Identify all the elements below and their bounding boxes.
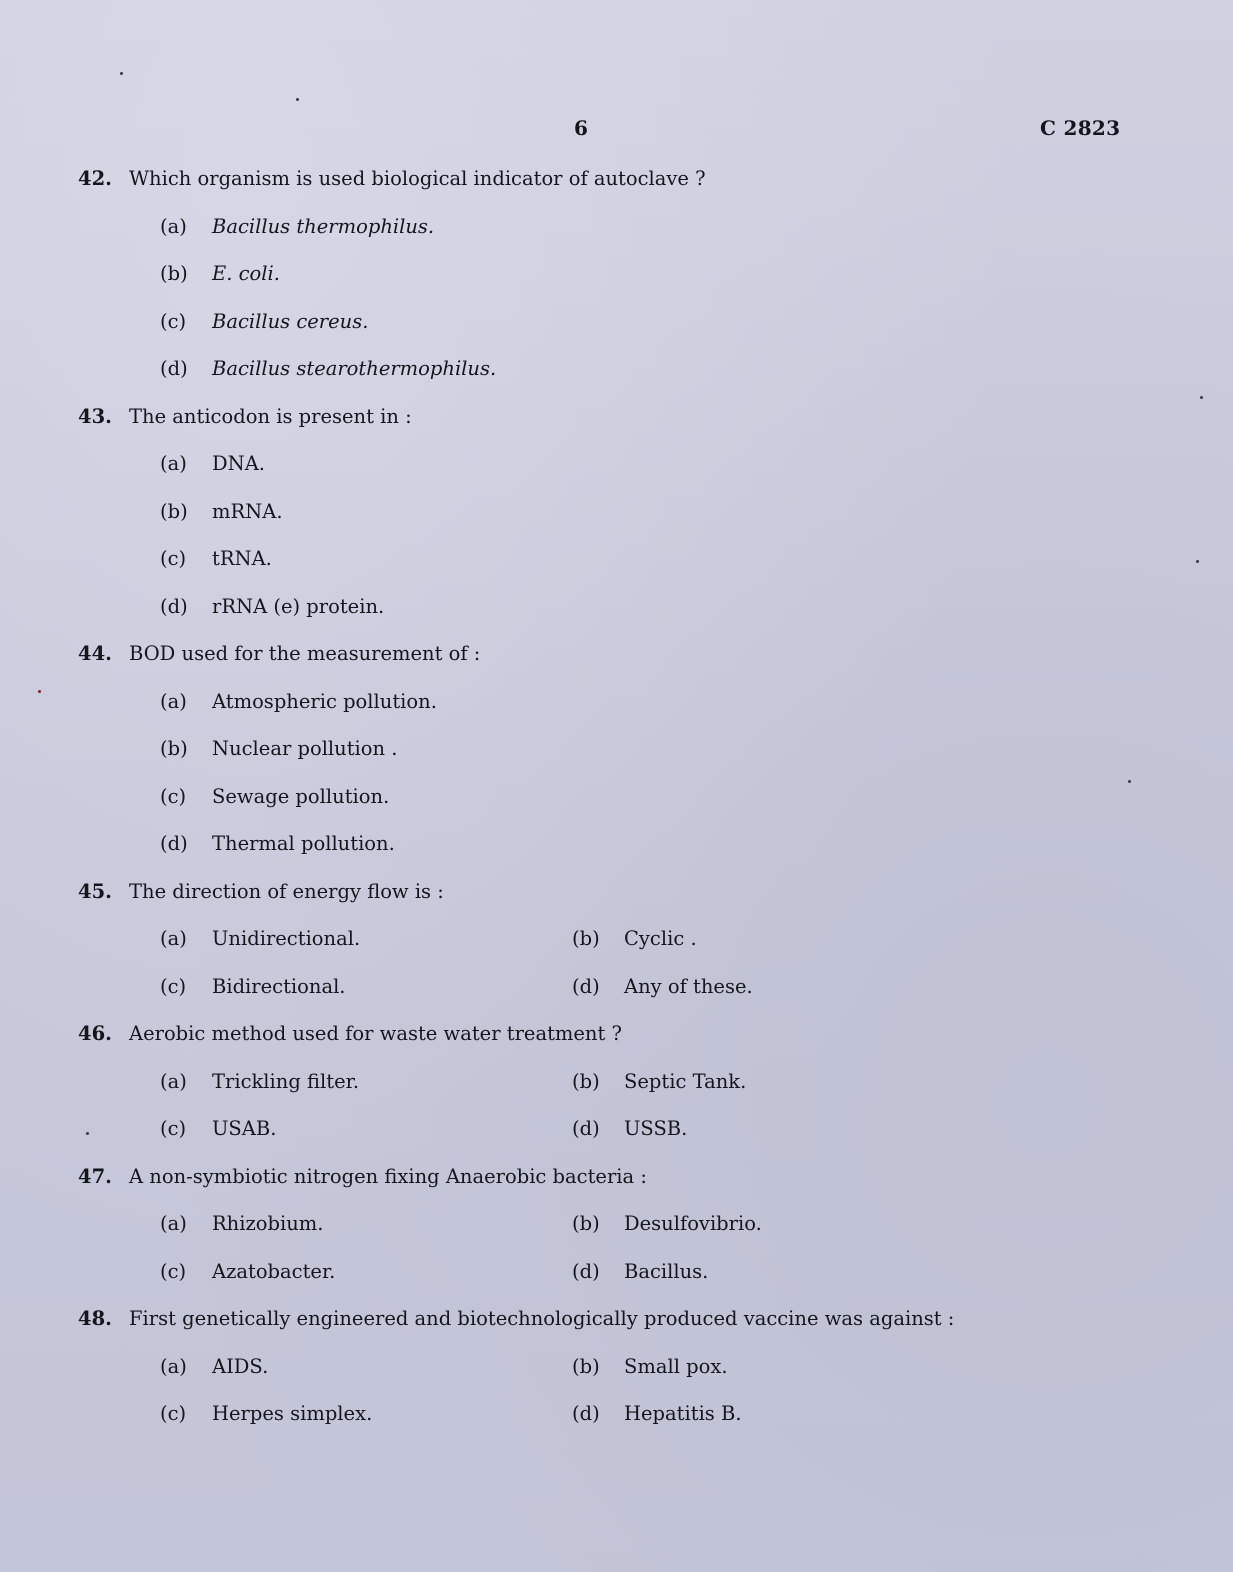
option-b [572, 1069, 984, 1117]
option-c [160, 1116, 572, 1164]
option-text: Sewage pollution. [212, 784, 390, 808]
option-b [572, 1354, 984, 1402]
question-46 [78, 1021, 1158, 1164]
scan-speck [296, 98, 299, 101]
option-label: (d) [572, 1402, 600, 1425]
option-c [160, 974, 572, 1022]
option-d [160, 594, 572, 642]
option-a [160, 214, 572, 262]
option-c [160, 1401, 572, 1449]
option-b [160, 736, 572, 784]
question-47 [78, 1164, 1158, 1307]
option-text: Unidirectional. [212, 927, 361, 950]
option-d [572, 1401, 984, 1449]
scan-speck [86, 1132, 89, 1135]
option-text: Bacillus thermophilus. [212, 214, 435, 238]
option-label: (a) [160, 927, 187, 950]
option-label: (c) [160, 309, 187, 333]
option-label: (c) [160, 784, 187, 808]
option-label: (b) [572, 927, 600, 950]
option-text: E. coli. [212, 262, 280, 285]
question-text: The anticodon is present in : [129, 404, 412, 428]
question-43 [78, 404, 1158, 642]
option-label: (c) [160, 547, 187, 570]
option-text: Bacillus cereus. [212, 309, 369, 333]
option-d [572, 1116, 984, 1164]
option-d [572, 1259, 984, 1307]
option-text: tRNA. [212, 547, 272, 570]
option-label: (d) [160, 357, 188, 380]
option-label: (b) [160, 262, 188, 285]
option-c [160, 1259, 572, 1307]
option-c [160, 784, 572, 832]
option-text: Trickling filter. [212, 1069, 360, 1093]
option-text: USAB. [212, 1117, 277, 1140]
question-45 [78, 879, 1158, 1022]
question-text: The direction of energy flow is : [129, 879, 444, 903]
question-48 [78, 1306, 1158, 1449]
option-text: Any of these. [624, 974, 753, 998]
option-a [160, 1354, 572, 1402]
option-label: (b) [160, 737, 188, 760]
option-text: Bacillus. [624, 1259, 709, 1283]
question-number: 46. [78, 1022, 112, 1045]
option-text: Hepatitis B. [624, 1402, 742, 1425]
option-text: Small pox. [624, 1354, 728, 1378]
option-label: (a) [160, 1212, 187, 1235]
option-label: (a) [160, 1354, 187, 1378]
option-label: (c) [160, 1402, 187, 1425]
option-b [572, 926, 984, 974]
option-label: (b) [572, 1069, 600, 1093]
option-a [160, 1069, 572, 1117]
option-d [160, 831, 572, 879]
option-text: DNA. [212, 452, 265, 475]
question-text: Aerobic method used for waste water treatment ? [129, 1022, 622, 1045]
option-a [160, 451, 572, 499]
option-text: Herpes simplex. [212, 1402, 373, 1425]
option-a [160, 926, 572, 974]
option-text: Desulfovibrio. [624, 1212, 762, 1235]
question-number: 47. [78, 1164, 112, 1188]
option-label: (a) [160, 1069, 187, 1093]
question-text: Which organism is used biological indicator of autoclave ? [129, 167, 706, 190]
scan-speck [120, 72, 123, 75]
question-number: 43. [78, 404, 112, 428]
question-42 [78, 166, 1158, 404]
option-label: (b) [572, 1354, 600, 1378]
option-label: (a) [160, 689, 187, 713]
option-label: (b) [572, 1212, 600, 1235]
option-text: Atmospheric pollution. [212, 689, 437, 713]
question-number: 44. [78, 642, 112, 665]
option-text: USSB. [624, 1117, 688, 1140]
option-a [160, 689, 572, 737]
option-label: (d) [572, 1117, 600, 1140]
option-label: (a) [160, 452, 187, 475]
question-44 [78, 641, 1158, 879]
option-label: (d) [160, 594, 188, 618]
option-label: (a) [160, 214, 187, 238]
question-list [78, 166, 1158, 1449]
option-label: (d) [572, 1259, 600, 1283]
page-number: 6 [574, 116, 588, 140]
question-number: 48. [78, 1307, 112, 1330]
option-b [160, 499, 572, 547]
option-label: (b) [160, 499, 188, 523]
option-c [160, 546, 572, 594]
paper-code: C 2823 [1040, 116, 1121, 140]
option-text: Septic Tank. [624, 1069, 747, 1093]
question-text: A non-symbiotic nitrogen fixing Anaerobic bacteria : [129, 1164, 647, 1188]
option-text: Cyclic . [624, 927, 697, 950]
scan-speck [1200, 396, 1203, 399]
question-number: 42. [78, 167, 112, 190]
option-label: (c) [160, 974, 187, 998]
question-number: 45. [78, 879, 112, 903]
option-text: Azatobacter. [212, 1259, 336, 1283]
option-label: (c) [160, 1259, 187, 1283]
option-label: (d) [160, 832, 188, 855]
option-text: Nuclear pollution . [212, 737, 398, 760]
option-text: Thermal pollution. [212, 832, 395, 855]
option-text: mRNA. [212, 499, 283, 523]
scan-speck [1196, 560, 1199, 563]
option-d [160, 356, 760, 404]
scan-speck [1128, 780, 1131, 783]
option-c [160, 309, 572, 357]
option-label: (d) [572, 974, 600, 998]
option-text: rRNA (e) protein. [212, 594, 385, 618]
option-text: Bidirectional. [212, 974, 346, 998]
question-text: BOD used for the measurement of : [129, 642, 481, 665]
option-d [572, 974, 984, 1022]
option-label: (c) [160, 1117, 187, 1140]
option-text: Rhizobium. [212, 1212, 324, 1235]
question-text: First genetically engineered and biotechnologically produced vaccine was against : [129, 1307, 955, 1330]
option-b [572, 1211, 984, 1259]
option-a [160, 1211, 572, 1259]
scan-speck [38, 690, 41, 693]
option-text: AIDS. [212, 1354, 269, 1378]
option-b [160, 261, 572, 309]
option-text: Bacillus stearothermophilus. [212, 357, 497, 380]
